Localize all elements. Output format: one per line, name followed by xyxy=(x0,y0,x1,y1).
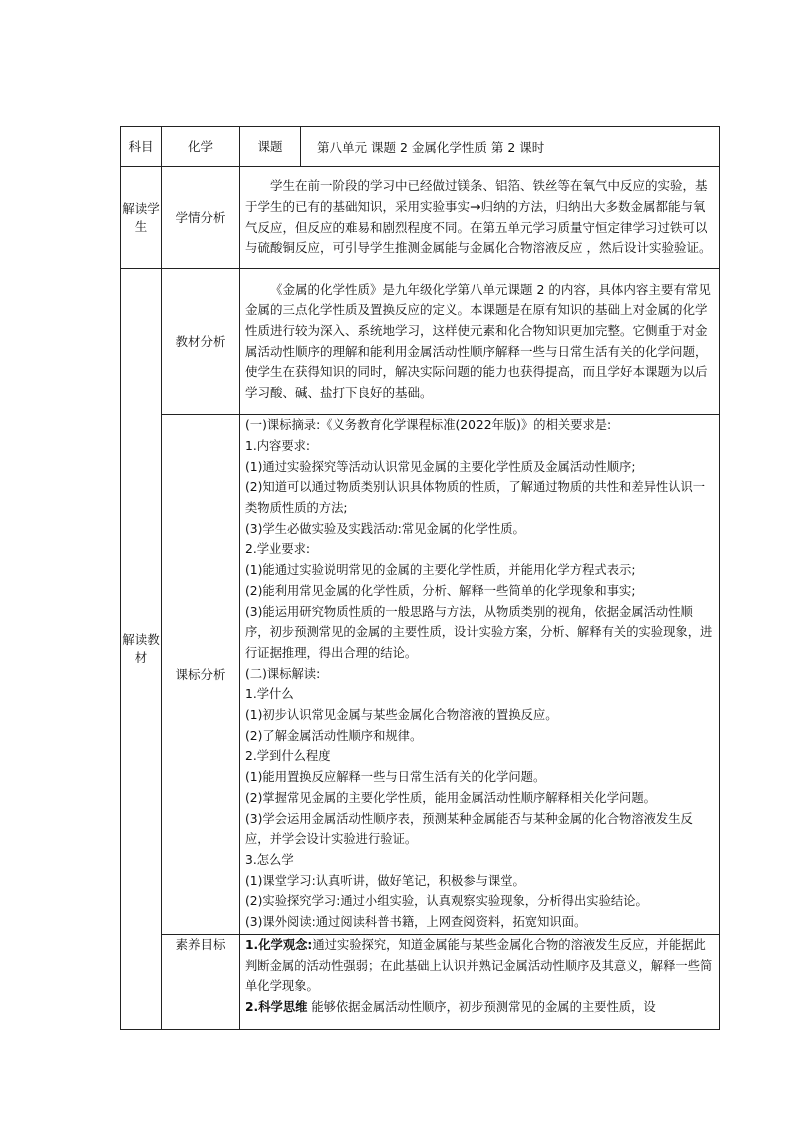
literacy-2-text: 能够依据金属活动性顺序，初步预测常见的金属的主要性质，设 xyxy=(307,999,656,1014)
standard-line: (2)实验探究学习:通过小组实验，认真观察实验现象，分析得出实验结论。 xyxy=(245,894,648,909)
lesson-plan-table xyxy=(120,126,720,1030)
textbook-row xyxy=(121,269,720,415)
standard-line: (1)能用置换反应解释一些与日常生活有关的化学问题。 xyxy=(245,770,546,785)
standard-line: (1)初步认识常见金属与某些金属化合物溶液的置换反应。 xyxy=(245,708,558,723)
standard-line: (1)课堂学习:认真听讲，做好笔记，积极参与课堂。 xyxy=(245,873,525,888)
header-row xyxy=(121,127,720,167)
standard-line: 3.怎么学 xyxy=(245,852,294,867)
textbook-analysis-text: 《金属的化学性质》是九年级化学第八单元课题 2 的内容，具体内容主要有常见金属的三点化学性质及置换反应的定义。本课题是在原有知识的基础上对金属的化学性质进行较为深入、系统地学习，这样使元素和化合物知识更加完整。它侧重于对金属活动性顺序的理解和能利用金属活动性顺序解释一些与日常生活有关的化学问题，使学生在获得知识的同时，解决实际问题的能力也获得提高，而且学好本课题为以后学习酸、碱、盐打下良好的基础。 xyxy=(240,269,720,415)
literacy-goal-label: 素养目标 xyxy=(162,935,240,1030)
standard-line: 1.内容要求: xyxy=(245,438,311,453)
topic-value: 第八单元 课题 2 金属化学性质 第 2 课时 xyxy=(317,139,545,155)
standard-line: (3)学生必做实验及实践活动:常见金属的化学性质。 xyxy=(245,521,525,536)
literacy-2-heading: 2.科学思维 xyxy=(245,999,308,1014)
standard-line: 1.学什么 xyxy=(245,687,294,702)
student-analysis-text: 学生在前一阶段的学习中已经做过镁条、铝箔、铁丝等在氧气中反应的实验，基于学生的已有的基础知识，采用实验事实→归纳的方法，归纳出大多数金属都能与氧气反应，但反应的难易和剧烈程度不同。在第五单元学习质量守恒定律学习过铁可以与硫酸铜反应，可引导学生推测金属能与金属化合物溶液反应 ，然后设计实验验证。 xyxy=(240,167,720,269)
standard-line: (1)通过实验探究等活动认识常见金属的主要化学性质及金属活动性顺序; xyxy=(245,459,636,474)
material-section-label: 解读教材 xyxy=(121,269,162,1030)
literacy-goal-text xyxy=(240,935,720,1030)
student-section-label: 解读学生 xyxy=(121,167,162,269)
textbook-analysis-label: 教材分析 xyxy=(162,269,240,415)
standard-line: (1)能通过实验说明常见的金属的主要化学性质，并能用化学方程式表示; xyxy=(245,563,636,578)
standard-line: (3)学会运用金属活动性顺序表，预测某种金属能否与某种金属的化合物溶液发生反应，并学会设计实验进行验证。 xyxy=(245,811,693,847)
topic-label: 课题 xyxy=(240,127,301,166)
literacy-1-text: 通过实验探究，知道金属能与某些金属化合物的溶液发生反应，并能据此判断金属的活动性强弱；在此基础上认识并熟记金属活动性顺序及其意义，解释一些简单化学现象。 xyxy=(245,938,713,993)
standard-line: (2)知道可以通过物质类别认识具体物质的性质，了解通过物质的共性和差异性认识一类物质性质的方法; xyxy=(245,480,706,516)
standard-row xyxy=(121,415,720,935)
standard-line: (二)课标解读: xyxy=(245,666,321,681)
standard-line: 2.学到什么程度 xyxy=(245,749,331,764)
standard-analysis-text xyxy=(240,415,720,935)
standard-analysis-label: 课标分析 xyxy=(162,415,240,935)
topic-cell xyxy=(240,127,720,167)
standard-line: (2)掌握常见金属的主要化学性质，能用金属活动性顺序解释相关化学问题。 xyxy=(245,790,656,805)
student-analysis-label: 学情分析 xyxy=(162,167,240,269)
standard-line: (2)能利用常见金属的化学性质，分析、解释一些简单的化学现象和事实; xyxy=(245,583,636,598)
student-row xyxy=(121,167,720,269)
subject-label: 科目 xyxy=(121,127,162,167)
literacy-row xyxy=(121,935,720,1030)
standard-line: (一)课标摘录:《义务教育化学课程标准(2022年版)》的相关要求是: xyxy=(245,418,612,433)
standard-line: (2)了解金属活动性顺序和规律。 xyxy=(245,728,423,743)
standard-line: (3)能运用研究物质性质的一般思路与方法，从物质类别的视角，依据金属活动性顺序，初步预测常见的金属的主要性质，设计实验方案，分析、解释有关的实验现象，进行证据推理，得出合理的结论。 xyxy=(245,604,713,660)
subject-value: 化学 xyxy=(162,127,240,167)
standard-line: 2.学业要求: xyxy=(245,542,311,557)
standard-line: (3)课外阅读:通过阅读科普书籍，上网查阅资料，拓宽知识面。 xyxy=(245,915,587,930)
literacy-1-heading: 1.化学观念: xyxy=(245,938,313,952)
